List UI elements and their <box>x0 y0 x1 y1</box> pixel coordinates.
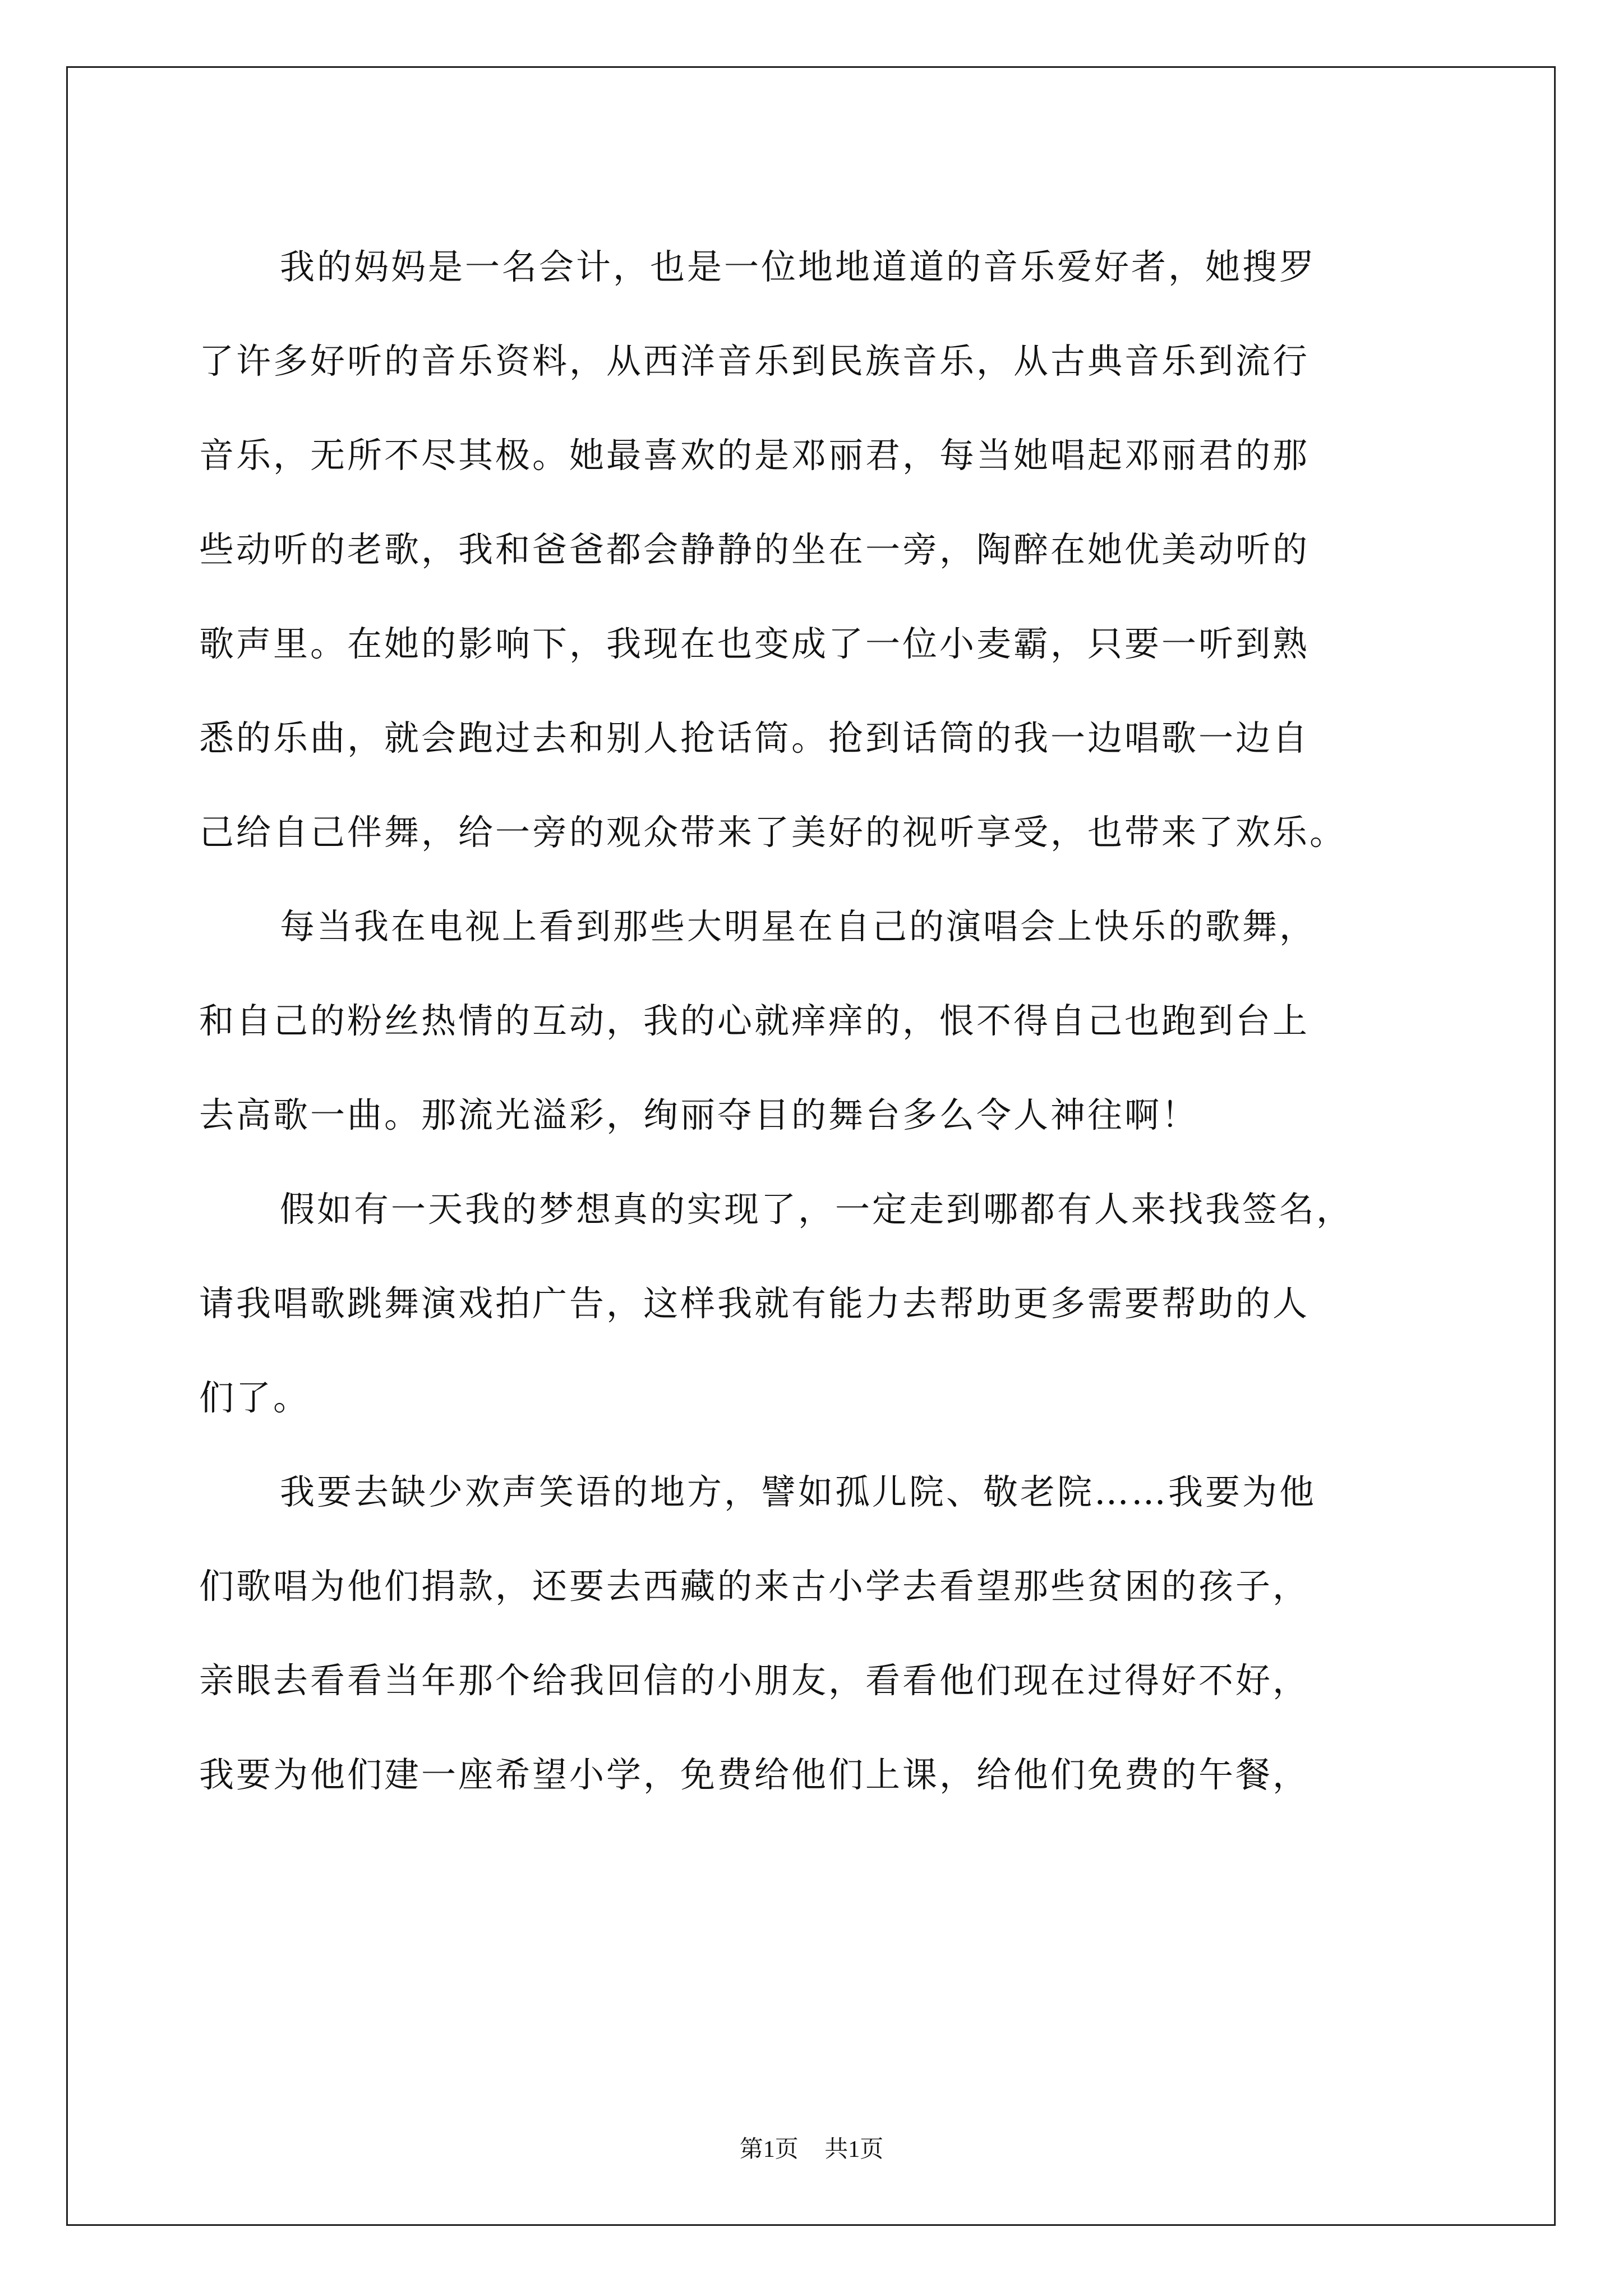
text-line: 我要为他们建一座希望小学，免费给他们上课，给他们免费的午餐， <box>199 1754 1310 1795</box>
text-line: 歌声里。在她的影响下，我现在也变成了一位小麦霸，只要一听到熟 <box>199 623 1310 664</box>
paragraph <box>199 1162 1438 1445</box>
text-line: 我的妈妈是一名会计，也是一位地地道道的音乐爱好者，她搜罗 <box>280 246 1317 287</box>
document-body <box>199 220 1438 1822</box>
text-line: 些动听的老歌，我和爸爸都会静静的坐在一旁，陶醉在她优美动听的 <box>199 529 1310 570</box>
text-line: 悉的乐曲，就会跑过去和别人抢话筒。抢到话筒的我一边唱歌一边自 <box>199 717 1310 758</box>
page-footer <box>0 2131 1623 2164</box>
text-line: 亲眼去看看当年那个给我回信的小朋友，看看他们现在过得好不好， <box>199 1660 1310 1701</box>
text-line: 去高歌一曲。那流光溢彩，绚丽夺目的舞台多么令人神往啊！ <box>199 1094 1199 1135</box>
text-line: 们歌唱为他们捐款，还要去西藏的来古小学去看望那些贫困的孩子， <box>199 1566 1310 1607</box>
text-line: 请我唱歌跳舞演戏拍广告，这样我就有能力去帮助更多需要帮助的人 <box>199 1283 1310 1324</box>
text-line: 音乐，无所不尽其极。她最喜欢的是邓丽君，每当她唱起邓丽君的那 <box>199 435 1310 476</box>
text-line: 们了。 <box>199 1377 311 1418</box>
page-total: 共1页 <box>824 2137 884 2162</box>
text-line: 和自己的粉丝热情的互动，我的心就痒痒的，恨不得自己也跑到台上 <box>199 1000 1310 1041</box>
paragraph <box>199 880 1438 1162</box>
paragraph <box>199 220 1438 880</box>
text-line: 我要去缺少欢声笑语的地方，譬如孤儿院、敬老院……我要为他 <box>280 1471 1317 1512</box>
page-number: 第1页 <box>739 2137 799 2162</box>
text-line: 了许多好听的音乐资料，从西洋音乐到民族音乐，从古典音乐到流行 <box>199 341 1310 381</box>
text-line: 每当我在电视上看到那些大明星在自己的演唱会上快乐的歌舞， <box>280 906 1317 947</box>
text-line: 己给自己伴舞，给一旁的观众带来了美好的视听享受，也带来了欢乐。 <box>199 812 1347 853</box>
paragraph <box>199 1445 1438 1822</box>
text-line: 假如有一天我的梦想真的实现了，一定走到哪都有人来找我签名， <box>280 1189 1354 1230</box>
